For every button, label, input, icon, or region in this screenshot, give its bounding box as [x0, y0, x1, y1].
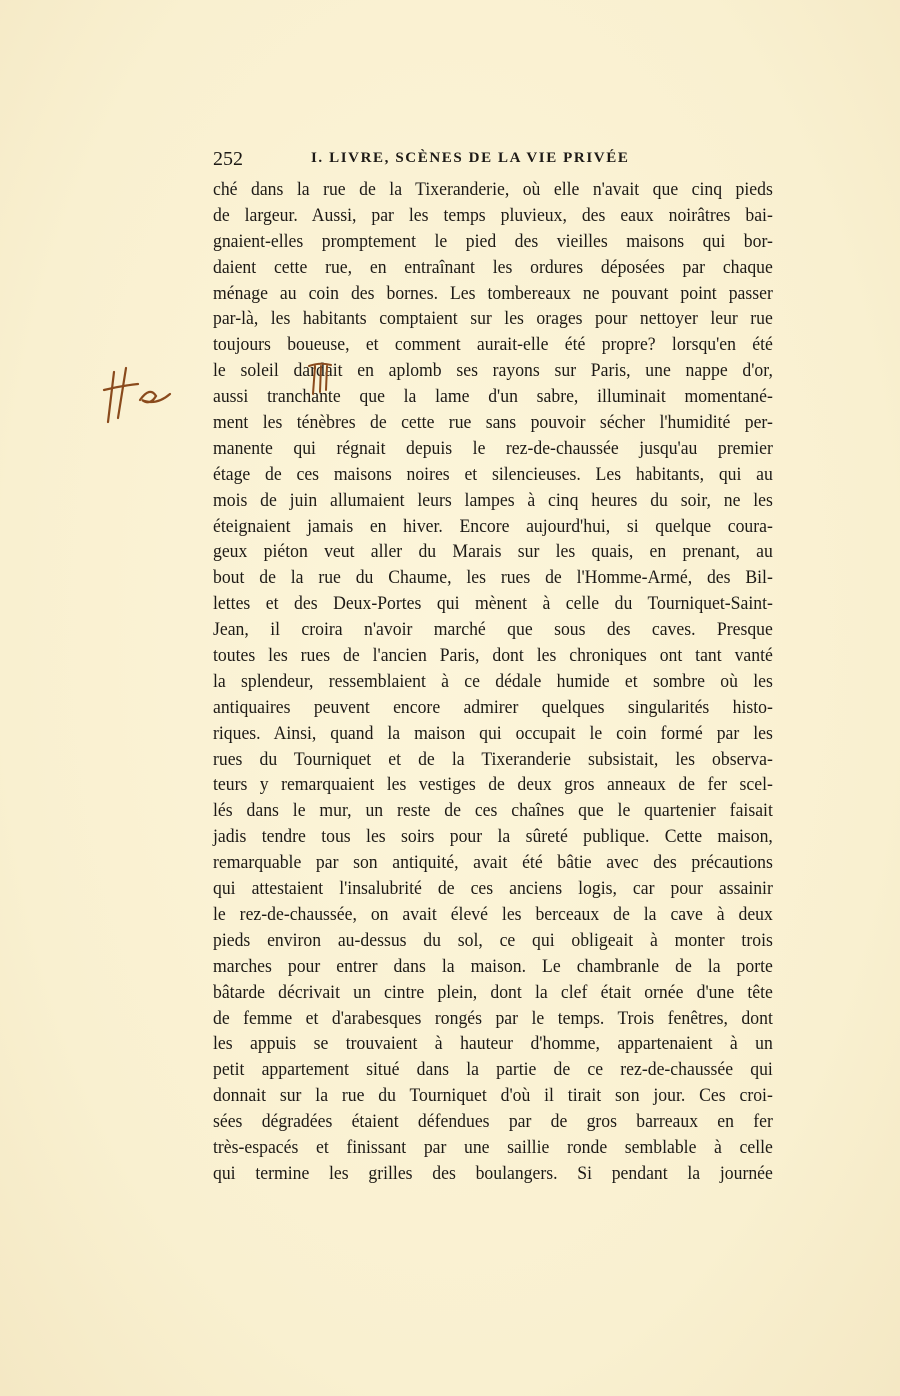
text-line: de femme et d'arabesques rongés par le temps. Trois fenêtres, dont [213, 1007, 773, 1029]
text-line: donnait sur la rue du Tourniquet d'où il tirait son jour. Ces croi- [213, 1085, 773, 1107]
text-line: manente qui régnait depuis le rez-de-chaussée jusqu'au premier [213, 437, 773, 459]
text-line: gnaient-elles promptement le pied des vieilles maisons qui bor- [213, 230, 773, 252]
handwritten-insertion-mark [305, 360, 335, 396]
text-line: antiquaires peuvent encore admirer quelques singularités histo- [213, 696, 773, 718]
text-line: toutes les rues de l'ancien Paris, dont les chroniques ont tant vanté [213, 645, 773, 667]
body-text [213, 177, 773, 1187]
text-line: marches pour entrer dans la maison. Le chambranle de la porte [213, 955, 773, 977]
text-line: daient cette rue, en entraînant les ordures déposées par chaque [213, 256, 773, 278]
text-line: bâtarde décrivait un cintre plein, dont la clef était ornée d'une tête [213, 981, 773, 1003]
running-head: I. LIVRE, SCÈNES DE LA VIE PRIVÉE [311, 150, 630, 166]
text-line: jadis tendre tous les soirs pour la sûreté publique. Cette maison, [213, 826, 773, 848]
text-line: ché dans la rue de la Tixeranderie, où elle n'avait que cinq pieds [213, 179, 773, 200]
text-line: le rez-de-chaussée, on avait élevé les berceaux de la cave à deux [213, 903, 773, 925]
text-line: étage de ces maisons noires et silencieuses. Les habitants, qui au [213, 463, 773, 485]
text-line: mois de juin allumaient leurs lampes à cinq heures du soir, ne les [213, 489, 773, 511]
text-line: très-espacés et finissant par une saillie ronde semblable à celle [213, 1136, 773, 1158]
text-line: petit appartement situé dans la partie de ce rez-de-chaussée qui [213, 1059, 773, 1081]
text-line: ment les ténèbres de cette rue sans pouvoir sécher l'humidité per- [213, 412, 773, 434]
text-line: remarquable par son antiquité, avait été bâtie avec des précautions [213, 852, 773, 874]
text-line: lés dans le mur, un reste de ces chaînes que le quartenier faisait [213, 800, 773, 822]
text-line: lettes et des Deux-Portes qui mènent à celle du Tourniquet-Saint- [213, 593, 773, 615]
text-line: pieds environ au-dessus du sol, ce qui obligeait à monter trois [213, 929, 773, 951]
text-line: par-là, les habitants comptaient sur les orages pour nettoyer leur rue [213, 308, 773, 330]
text-line: bout de la rue du Chaume, les rues de l'Homme-Armé, des Bil- [213, 567, 773, 589]
page-number: 252 [213, 148, 243, 170]
text-line: éteignaient jamais en hiver. Encore aujourd'hui, si quelque coura- [213, 515, 773, 537]
text-line: qui termine les grilles des boulangers. Si pendant la journée [213, 1162, 773, 1184]
page-header [213, 148, 665, 172]
text-line: toujours boueuse, et comment aurait-elle été propre? lorsqu'en été [213, 334, 773, 356]
text-line: riques. Ainsi, quand la maison qui occupait le coin formé par les [213, 722, 773, 744]
text-line: sées dégradées étaient défendues par de gros barreaux en fer [213, 1111, 773, 1133]
text-line: les appuis se trouvaient à hauteur d'homme, appartenaient à un [213, 1033, 773, 1055]
text-line: le soleil dardait en aplomb ses rayons sur Paris, une nappe d'or, [213, 360, 773, 382]
text-line: geux piéton veut aller du Marais sur les quais, en prenant, au [213, 541, 773, 563]
text-line: teurs y remarquaient les vestiges de deux gros anneaux de fer scel- [213, 774, 773, 796]
text-line: aussi tranchante que la lame d'un sabre, illuminait momentané- [213, 386, 773, 408]
text-line: ménage au coin des bornes. Les tombereaux ne pouvant point passer [213, 282, 773, 304]
text-line: Jean, il croira n'avoir marché que sous des caves. Presque [213, 619, 773, 641]
text-line: rues du Tourniquet et de la Tixeranderie subsistait, les observa- [213, 748, 773, 770]
text-line: de largeur. Aussi, par les temps pluvieux, des eaux noirâtres bai- [213, 204, 773, 226]
handwritten-margin-note [100, 360, 180, 430]
text-line: la splendeur, ressemblaient à ce dédale humide et sombre où les [213, 670, 773, 692]
text-line: qui attestaient l'insalubrité de ces anciens logis, car pour assainir [213, 878, 773, 900]
